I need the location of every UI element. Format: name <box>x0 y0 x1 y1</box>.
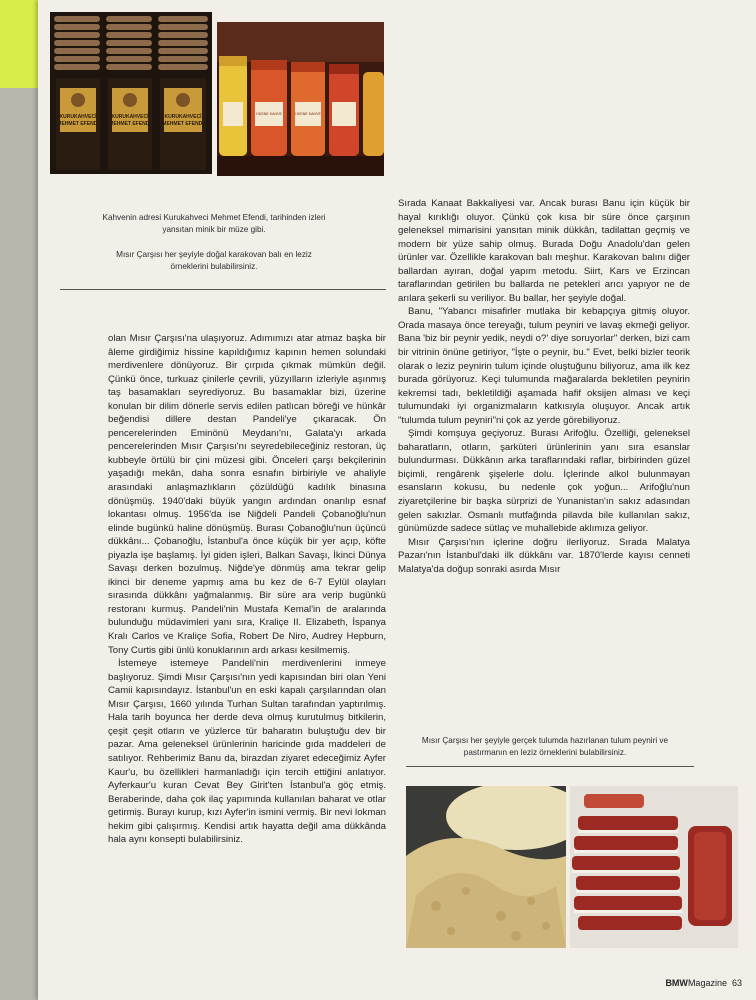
paragraph: Sırada Kanaat Bakkaliyesi var. Ancak burası Banu için küçük bir hayal kırıklığı oluyor. Çünkü çok kısa bir süre önce çarşının geleneksel mimarisini yansıtan minik dükkân, tadilattan geçmiş ve modern bir yüze sahip olmuş. Burada Doğu Anadolu'dan gelen ürünler var. Özellikle karakovan balı meşhur. Karakovan balını diğer ballardan ayıran, doğal yapım metodu. Siirt, Kars ve Erzincan taraflarından getirilen bu ballarda ne petekleri arıcı yapıyor ne de arılara şekerli su veriliyor. Bu ballar, her şeyiyle doğal. <box>398 198 690 304</box>
paragraph: olan Mısır Çarşısı'na ulaşıyoruz. Adımımızı atar atmaz başka bir âleme girdiğimiz hissine kapıldığımız kapının hemen solundaki merdivenlere dönüyoruz. Bir çırpıda çıkmak mümkün değil. Çünkü önce, turkuaz çinilerle çevrili, yüzyılların izleriyle aşınmış taş basamakları seyrediyoruz. Bu basamaklar bizi, üzerine konulan bir dilim dönerle servis edilen patlıcan böreği ve hünkâr beğendisi dillere destan Pandeli'ye çıkaracak. Ön pencerelerinden Eminönü Meydanı'nı, Galata'yı arkada pencerelerinden Mısır Çarşısı'nı seyredebileceğiniz restoran, üç kubbeyle örtülü bir çini müzesi gibi. Önceleri çarşı bekçilerinin yaşadığı mekân, daha sonra esnafın birbiriyle ve ahaliyle arasındaki anlaşmazlıkların çözüldüğü kadılık binasına dönüşmüş. 1940'daki büyük yangın ardından onarılıp esnaf lokantası olmuş. 1956'da ise Niğdeli Pandeli Çobanoğlu'nun elinde bugünkü haline dönüşmüş. Burası Çobanoğlu'nun üçüncü dükkânı... Çobanoğlu, İstanbul'a önce küçük bir yer açıp, köfte piyazla işe başlamış. İyi giden işleri, Balkan Savaşı, İkinci Dünya Savaşı derken bozulmuş. Niğde'ye dönmüş ama tekrar gelip ikinci bir deneme yapmış ama bu kez de 6-7 Eylül olayları sırasında dükkânı yağmalanmış. Bir süre ara verip bugünkü restoranı kurmuş. Pandeli'nin Mustafa Kemal'in de aralarında bulunduğu müdavimleri yanı sıra, Kraliçe II. Elizabeth, İspanya Kralı Carlos ve Kraliçe Sofia, Robert De Niro, Audrey Hepburn, Tony Curtis gibi ünlü konuklarının ardı arkası kesilmemiş. <box>108 333 386 656</box>
tin-label-3: KURUKAHVECİ <box>164 114 202 120</box>
coffee-tins-photo <box>50 12 212 174</box>
paragraph: İstemeye istemeye Pandeli'nin merdivenlerini inmeye başlıyoruz. Şimdi Mısır Çarşısı'nın yedi kapısından biri olan Yeni Camii kapısındayız. İstanbul'un en eski kapalı çarşılarından olan Mısır Çarşısı, 1660 yılında Turhan Sultan tarafından yaptırılmış. Hala tarih boyunca her derde deva olmuş kurutulmuş bitkilerin, çeşit çeşit otların ve yüzlerce tür baharatın buluştuğu dev bir pazar. Ama geleneksel ürünlerinin haricinde gıda maddeleri de satılıyor. Rehberimiz Banu da, birazdan ziyaret edeceğimiz Ayfer Kaur'u, bu özellikleri harmanladığı için tercih ettiğini anlatıyor. Ayferkaur'u kuran Cevat Bey Girit'ten İstanbul'a göç etmiş. Beraberinde, daha çok ilaç yapımında kullanılan baharat ve otlar getirmiş. Burayı kurup, kızı Ayfer'in ismini vermiş. Bir nevi lokman hekim gibi çalışırmış. Kendisi artık hayatta değil ama dükkânda hala aynı konsepti bulabilirsiniz. <box>108 658 386 846</box>
page-number: 63 <box>731 978 742 988</box>
footer-brand: BMW <box>665 978 688 988</box>
paragraph: Banu, "Yabancı misafirler mutlaka bir kebapçıya gitmiş oluyor. Orada masaya önce tereyağı, tulum peyniri ve lavaş ekmeği geliyor. Bana 'biz bir peynir yedik, neydi o?' diye soruyorlar" derken, bizi cam bir vitrinin önüne getiriyor, "İşte o peynir, bu." Evet, belki bizler teorik olarak o leziz peynirin tulum içinde oluştuğunu biliyoruz, ama ilk kez burada görüyoruz. Keçi tulumunda mağaralarda bekletilen peynirin kekremsi tadı, bekletildiği aşamada hafif oksijen alması ve keçi tulumundaki iyi organizmaların katkısıyla oluşuyor. Ancak artık "tulumda tulum peyniri"ni çok az yerde görebiliyoruz. <box>398 306 690 426</box>
caption-cheese: Mısır Çarşısı her şeyiyle gerçek tulumda hazırlanan tulum peyniri ve pastırmanın en leziz örneklerini bulabilirsiniz. <box>421 736 669 757</box>
pastirma-photo <box>570 786 738 948</box>
paragraph: Şimdi komşuya geçiyoruz. Burası Arifoğlu. Özelliği, geleneksel baharatların, otların, şarküteri ürünlerinin yanı sıra esanslar bulundurması. Dükkânın arka taraflarındaki raflar, birbirinden güzel biçimli, rengârenk şişelerle dolu. İçlerinde alkol bulunmayan esansların kokusu, bu nedenle çok yoğun... Arifoğlu'nun ziyaretçilerine bir başka sürprizi de Yunanistan'ın sakız adasından gelen sakızlar. Osmanlı mutfağında pilavda bile kullanılan sakız, günümüzde sadece sütlaç ve muhallebide aklımıza geliyor. <box>398 428 690 535</box>
tin-label-1b: MEHMET EFENDİ <box>57 121 99 127</box>
jar-label-2: HÜSNE KAHVE <box>295 112 321 116</box>
caption-divider-right <box>406 766 694 767</box>
tin-label-3b: MEHMET EFENDİ <box>162 121 204 127</box>
caption-coffee: Kahvenin adresi Kurukahveci Mehmet Efendi, tarihinden izleri yansıtan minik bir müze gibi. <box>102 213 326 234</box>
tin-label-2b: MEHMET EFENDİ <box>109 121 151 127</box>
tin-label-2: KURUKAHVECİ <box>111 114 149 120</box>
tin-label-1: KURUKAHVECİ <box>59 114 97 120</box>
left-column <box>108 332 386 847</box>
page-footer <box>665 978 742 988</box>
paragraph: Mısır Çarşısı'nın içlerine doğru ilerliyoruz. Sırada Malatya Pazarı'nın İstanbul'daki ilk dükkânı var. 1870'lerde kayısı cenneti Malatya'da doğup sonraki asırda Mısır <box>398 536 690 575</box>
tulum-cheese-photo <box>406 786 566 948</box>
sticky-note <box>0 0 38 88</box>
honey-jars-photo <box>217 22 384 176</box>
caption-honey: Mısır Çarşısı her şeyiyle doğal karakovan balı en leziz örneklerini bulabilirsiniz. <box>116 250 312 271</box>
jar-label-1: HÜSNE KAHVE <box>256 112 282 116</box>
right-column <box>398 197 690 576</box>
magazine-page <box>38 0 756 1000</box>
footer-magazine: Magazine <box>687 978 727 988</box>
caption-divider <box>60 289 386 290</box>
